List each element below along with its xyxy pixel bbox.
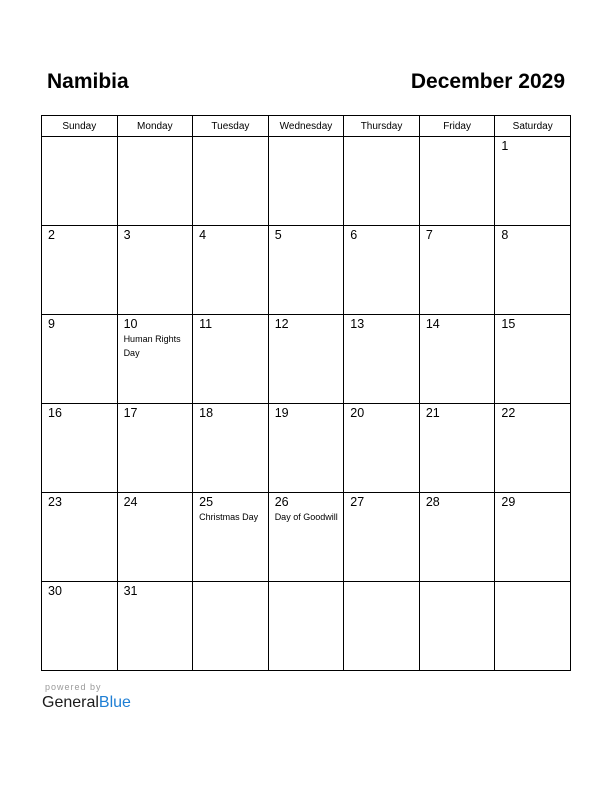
weekday-header: Thursday [344,116,420,137]
day-cell [268,404,344,493]
weekday-header: Friday [419,116,495,137]
day-number: 5 [274,228,282,242]
day-number: 22 [501,406,516,420]
day-cell [117,582,193,671]
day-cell [419,226,495,315]
day-number: 9 [48,317,55,331]
day-cell [193,226,269,315]
day-cell [193,137,269,226]
day-number: 3 [123,228,131,242]
weekday-header: Monday [117,116,193,137]
day-cell [42,404,118,493]
day-cell [344,582,420,671]
day-cell [117,493,193,582]
calendar-grid [41,115,571,671]
day-number: 26 [274,495,289,509]
day-cell [419,582,495,671]
day-number: 18 [199,406,214,420]
day-cell [495,404,571,493]
day-number: 23 [48,495,62,509]
day-number: 27 [350,495,365,509]
weekday-header: Tuesday [193,116,269,137]
weekday-header: Sunday [42,116,118,137]
day-cell [193,404,269,493]
day-cell [495,493,571,582]
day-cell [495,582,571,671]
generalblue-logo[interactable] [42,694,131,712]
day-cell [344,137,420,226]
day-number: 13 [350,317,365,331]
week-row [42,315,571,404]
weekday-header: Wednesday [268,116,344,137]
day-cell [344,226,420,315]
day-number: 4 [199,228,207,242]
day-cell [42,137,118,226]
day-cell [117,226,193,315]
day-number: 30 [48,584,62,598]
day-number: 29 [501,495,516,509]
brand-blue: Blue [98,694,131,711]
day-cell [117,404,193,493]
day-cell [42,315,118,404]
week-row [42,137,571,226]
day-cell [268,137,344,226]
week-row [42,404,571,493]
day-cell [42,582,118,671]
day-number: 31 [123,584,138,598]
day-number: 12 [274,317,289,331]
day-number: 28 [425,495,440,509]
day-number: 24 [123,495,138,509]
day-number: 2 [48,228,55,242]
day-cell [193,493,269,582]
day-cell [495,137,571,226]
day-cell [344,315,420,404]
weekday-header: Saturday [495,116,571,137]
day-cell [268,226,344,315]
holiday-label: Day of Goodwill [274,512,338,522]
day-cell [344,493,420,582]
day-cell [344,404,420,493]
day-number: 14 [425,317,440,331]
day-number: 11 [199,317,213,331]
day-cell [419,315,495,404]
day-number: 8 [501,228,509,242]
country-title: Namibia [47,70,129,93]
day-number: 7 [425,228,433,242]
day-cell [117,137,193,226]
day-number: 10 [123,317,138,331]
day-number: 20 [350,406,365,420]
powered-by-text: powered by [45,682,102,692]
day-number: 25 [199,495,214,509]
day-number: 21 [425,406,440,420]
day-cell [42,226,118,315]
month-year-title: December 2029 [410,70,565,93]
day-number: 1 [501,139,509,153]
week-row [42,582,571,671]
day-cell [268,493,344,582]
day-cell [193,315,269,404]
day-cell [419,137,495,226]
day-number: 17 [123,406,138,420]
day-cell [193,582,269,671]
day-number: 16 [48,406,62,420]
day-cell [42,493,118,582]
day-cell [495,226,571,315]
day-number: 19 [274,406,289,420]
day-number: 6 [350,228,358,242]
week-row [42,226,571,315]
day-cell [117,315,193,404]
day-cell [419,404,495,493]
brand-general: General [42,694,99,711]
day-cell [268,582,344,671]
day-cell [419,493,495,582]
holiday-label: Christmas Day [199,512,259,522]
week-row [42,493,571,582]
weekday-header-row [42,116,571,137]
day-cell [268,315,344,404]
holiday-label: Human Rights Day [123,334,181,358]
day-number: 15 [501,317,516,331]
day-cell [495,315,571,404]
